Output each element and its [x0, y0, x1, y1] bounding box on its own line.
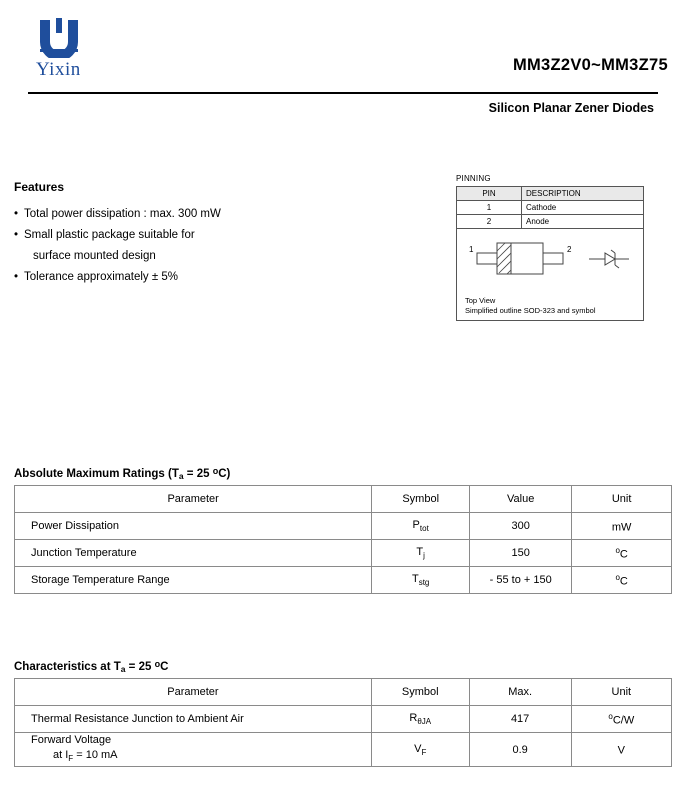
char-title-end: C	[160, 661, 169, 673]
char-title-main: Characteristics at T	[14, 661, 121, 673]
cell-symbol	[372, 540, 470, 567]
amr-title-main: Absolute Maximum Ratings (T	[14, 468, 179, 480]
feature-item-continuation: surface mounted design	[33, 250, 156, 262]
absolute-maximum-ratings-section	[14, 466, 672, 594]
pinning-header-row	[457, 187, 644, 201]
parameter-line2-pre: at I	[53, 749, 69, 761]
cell-unit	[572, 567, 672, 594]
pin-description: Cathode	[522, 201, 644, 215]
symbol-base: P	[412, 518, 420, 531]
table-row	[457, 201, 644, 215]
feature-item: • Total power dissipation : max. 300 mW	[14, 204, 344, 225]
cell-unit	[572, 540, 672, 567]
char-title-sub: a	[120, 664, 126, 674]
table-header-row	[15, 486, 672, 513]
package-caption-line1: Top View	[465, 296, 496, 305]
header-divider	[28, 92, 658, 94]
cell-parameter: Thermal Resistance Junction to Ambient Air	[15, 706, 372, 733]
amr-title-end: C)	[218, 468, 231, 480]
pinning-label: PINNING	[456, 174, 491, 183]
absolute-maximum-ratings-table	[14, 485, 672, 594]
parameter-line1: Forward Voltage	[31, 734, 112, 746]
table-row	[457, 215, 644, 229]
amr-title-sup: o	[212, 466, 219, 476]
symbol-base: T	[416, 545, 424, 558]
cell-parameter: Storage Temperature Range	[15, 567, 372, 594]
company-logo	[36, 18, 156, 81]
header-symbol: Symbol	[371, 679, 469, 706]
header-symbol: Symbol	[372, 486, 470, 513]
pin-number: 1	[457, 201, 522, 215]
characteristics-section	[14, 659, 672, 767]
unit-text: V	[617, 744, 625, 757]
char-title-rest: = 25	[125, 661, 155, 673]
cell-value: 417	[469, 706, 571, 733]
cell-unit	[571, 733, 671, 767]
parameter-line2-post: = 10 mA	[73, 749, 118, 761]
symbol-base: V	[414, 742, 422, 755]
unit-superscript: o	[608, 711, 613, 721]
unit-text: C	[619, 575, 628, 588]
table-row	[15, 540, 672, 567]
characteristics-title	[14, 659, 672, 674]
part-number-title: MM3Z2V0~MM3Z75	[512, 56, 668, 74]
cell-unit	[571, 706, 671, 733]
symbol-base: T	[411, 572, 419, 585]
cell-parameter: Junction Temperature	[15, 540, 372, 567]
symbol-subscript: θJA	[417, 717, 432, 727]
cell-parameter	[15, 733, 372, 767]
feature-item: • Tolerance approximately ± 5%	[14, 267, 344, 288]
company-name: Yixin	[36, 59, 81, 80]
symbol-subscript: tot	[419, 524, 429, 534]
table-row	[15, 733, 672, 767]
amr-title-rest: = 25	[183, 468, 213, 480]
pinning-header-pin: PIN	[457, 187, 522, 201]
pinning-header-description: DESCRIPTION	[522, 187, 644, 201]
symbol-subscript: stg	[418, 578, 430, 588]
parameter-line2	[31, 748, 365, 766]
pinning-section	[456, 174, 644, 321]
symbol-base: R	[409, 711, 418, 724]
header-value: Value	[470, 486, 572, 513]
cell-value: - 55 to + 150	[470, 567, 572, 594]
package-caption	[465, 296, 595, 316]
unit-text: C	[619, 548, 628, 561]
cell-symbol	[372, 513, 470, 540]
sod323-outline-icon	[457, 229, 643, 289]
pinning-table	[456, 186, 644, 229]
cell-symbol	[371, 733, 469, 767]
cell-symbol	[371, 706, 469, 733]
unit-superscript: o	[615, 572, 620, 582]
header-unit: Unit	[572, 486, 672, 513]
unit-text: C/W	[612, 714, 635, 727]
cell-symbol	[372, 567, 470, 594]
char-title-sup: o	[154, 659, 161, 669]
package-outline-diagram	[456, 229, 644, 321]
symbol-subscript: j	[423, 551, 425, 561]
parameter-line2-sub: F	[68, 754, 74, 764]
unit-text: mW	[611, 521, 632, 534]
header-unit: Unit	[571, 679, 671, 706]
package-caption-line2: Simplified outline SOD-323 and symbol	[465, 306, 596, 315]
svg-text:2: 2	[567, 245, 572, 254]
amr-title-sub: a	[178, 471, 184, 481]
cell-value: 300	[470, 513, 572, 540]
table-row	[15, 513, 672, 540]
table-row	[15, 567, 672, 594]
characteristics-table	[14, 678, 672, 767]
symbol-subscript: F	[421, 747, 427, 757]
table-header-row	[15, 679, 672, 706]
header-max: Max.	[469, 679, 571, 706]
cell-parameter: Power Dissipation	[15, 513, 372, 540]
feature-item: • Small plastic package suitable for	[14, 225, 344, 246]
pin-number: 2	[457, 215, 522, 229]
features-heading: Features	[14, 180, 65, 194]
absolute-maximum-ratings-title	[14, 466, 672, 481]
pin-description: Anode	[522, 215, 644, 229]
table-row	[15, 706, 672, 733]
product-subtitle: Silicon Planar Zener Diodes	[488, 101, 654, 115]
yixin-u-logo-icon	[36, 18, 82, 58]
cell-unit	[572, 513, 672, 540]
page-header	[14, 0, 672, 115]
header-parameter: Parameter	[15, 679, 372, 706]
header-parameter: Parameter	[15, 486, 372, 513]
unit-superscript: o	[615, 545, 620, 555]
features-section	[14, 180, 344, 288]
svg-text:1: 1	[469, 245, 474, 254]
cell-value: 0.9	[469, 733, 571, 767]
features-list	[14, 204, 344, 288]
cell-value: 150	[470, 540, 572, 567]
